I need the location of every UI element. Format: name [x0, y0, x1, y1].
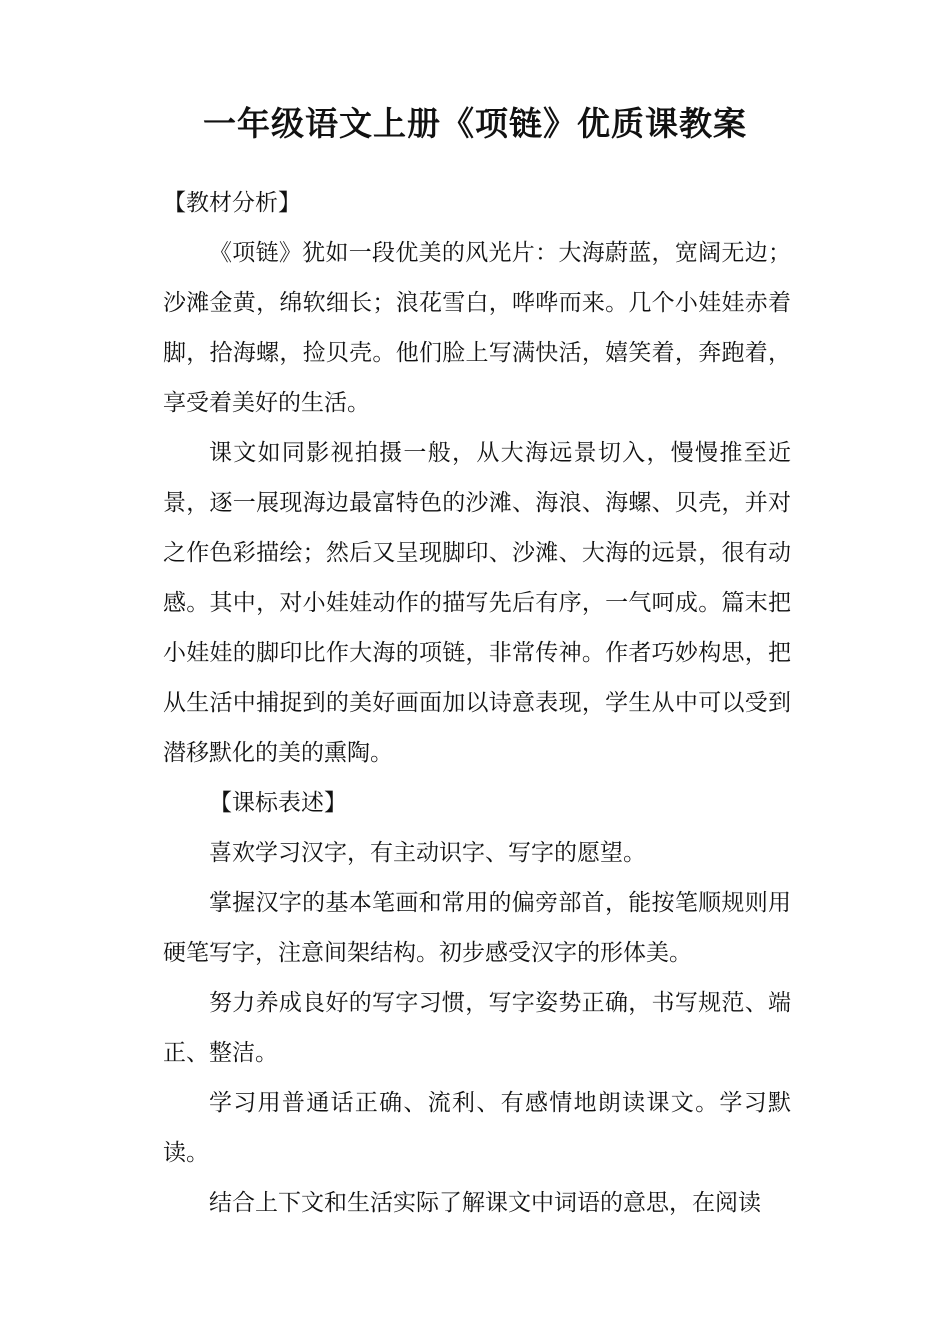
paragraph: 喜欢学习汉字，有主动识字、写字的愿望。	[209, 840, 646, 866]
document-body	[163, 178, 791, 1228]
paragraph: 课文如同影视拍摄一般，从大海远景切入，慢慢推至近景，逐一展现海边最富特色的沙滩、海浪、海螺、贝壳，并对之作色彩描绘；然后又呈现脚印、沙滩、大海的远景，很有动感。其中，对小娃娃动作的描写先后有序，一气呵成。篇末把小娃娃的脚印比作大海的项链，非常传神。作者巧妙构思，把从生活中捕捉到的美好画面加以诗意表现，学生从中可以受到潜移默化的美的熏陶。	[163, 440, 791, 766]
paragraph: 结合上下文和生活实际了解课文中词语的意思，在阅读	[209, 1190, 761, 1216]
document-title: 一年级语文上册《项链》优质课教案	[203, 104, 747, 143]
paragraph: 学习用普通话正确、流利、有感情地朗读课文。学习默读。	[163, 1090, 791, 1166]
paragraph: 努力养成良好的写字习惯，写字姿势正确，书写规范、端正、整洁。	[163, 990, 791, 1066]
section-heading-textbook-analysis: 【教材分析】	[163, 190, 301, 216]
paragraph: 《项链》犹如一段优美的风光片：大海蔚蓝，宽阔无边；沙滩金黄，绵软细长；浪花雪白，哗哗而来。几个小娃娃赤着脚，拾海螺，捡贝壳。他们脸上写满快活，嬉笑着，奔跑着，享受着美好的生活。	[163, 240, 791, 416]
paragraph: 掌握汉字的基本笔画和常用的偏旁部首，能按笔顺规则用硬笔写字，注意间架结构。初步感受汉字的形体美。	[163, 890, 791, 966]
section-heading-curriculum-standards: 【课标表述】	[209, 790, 347, 816]
